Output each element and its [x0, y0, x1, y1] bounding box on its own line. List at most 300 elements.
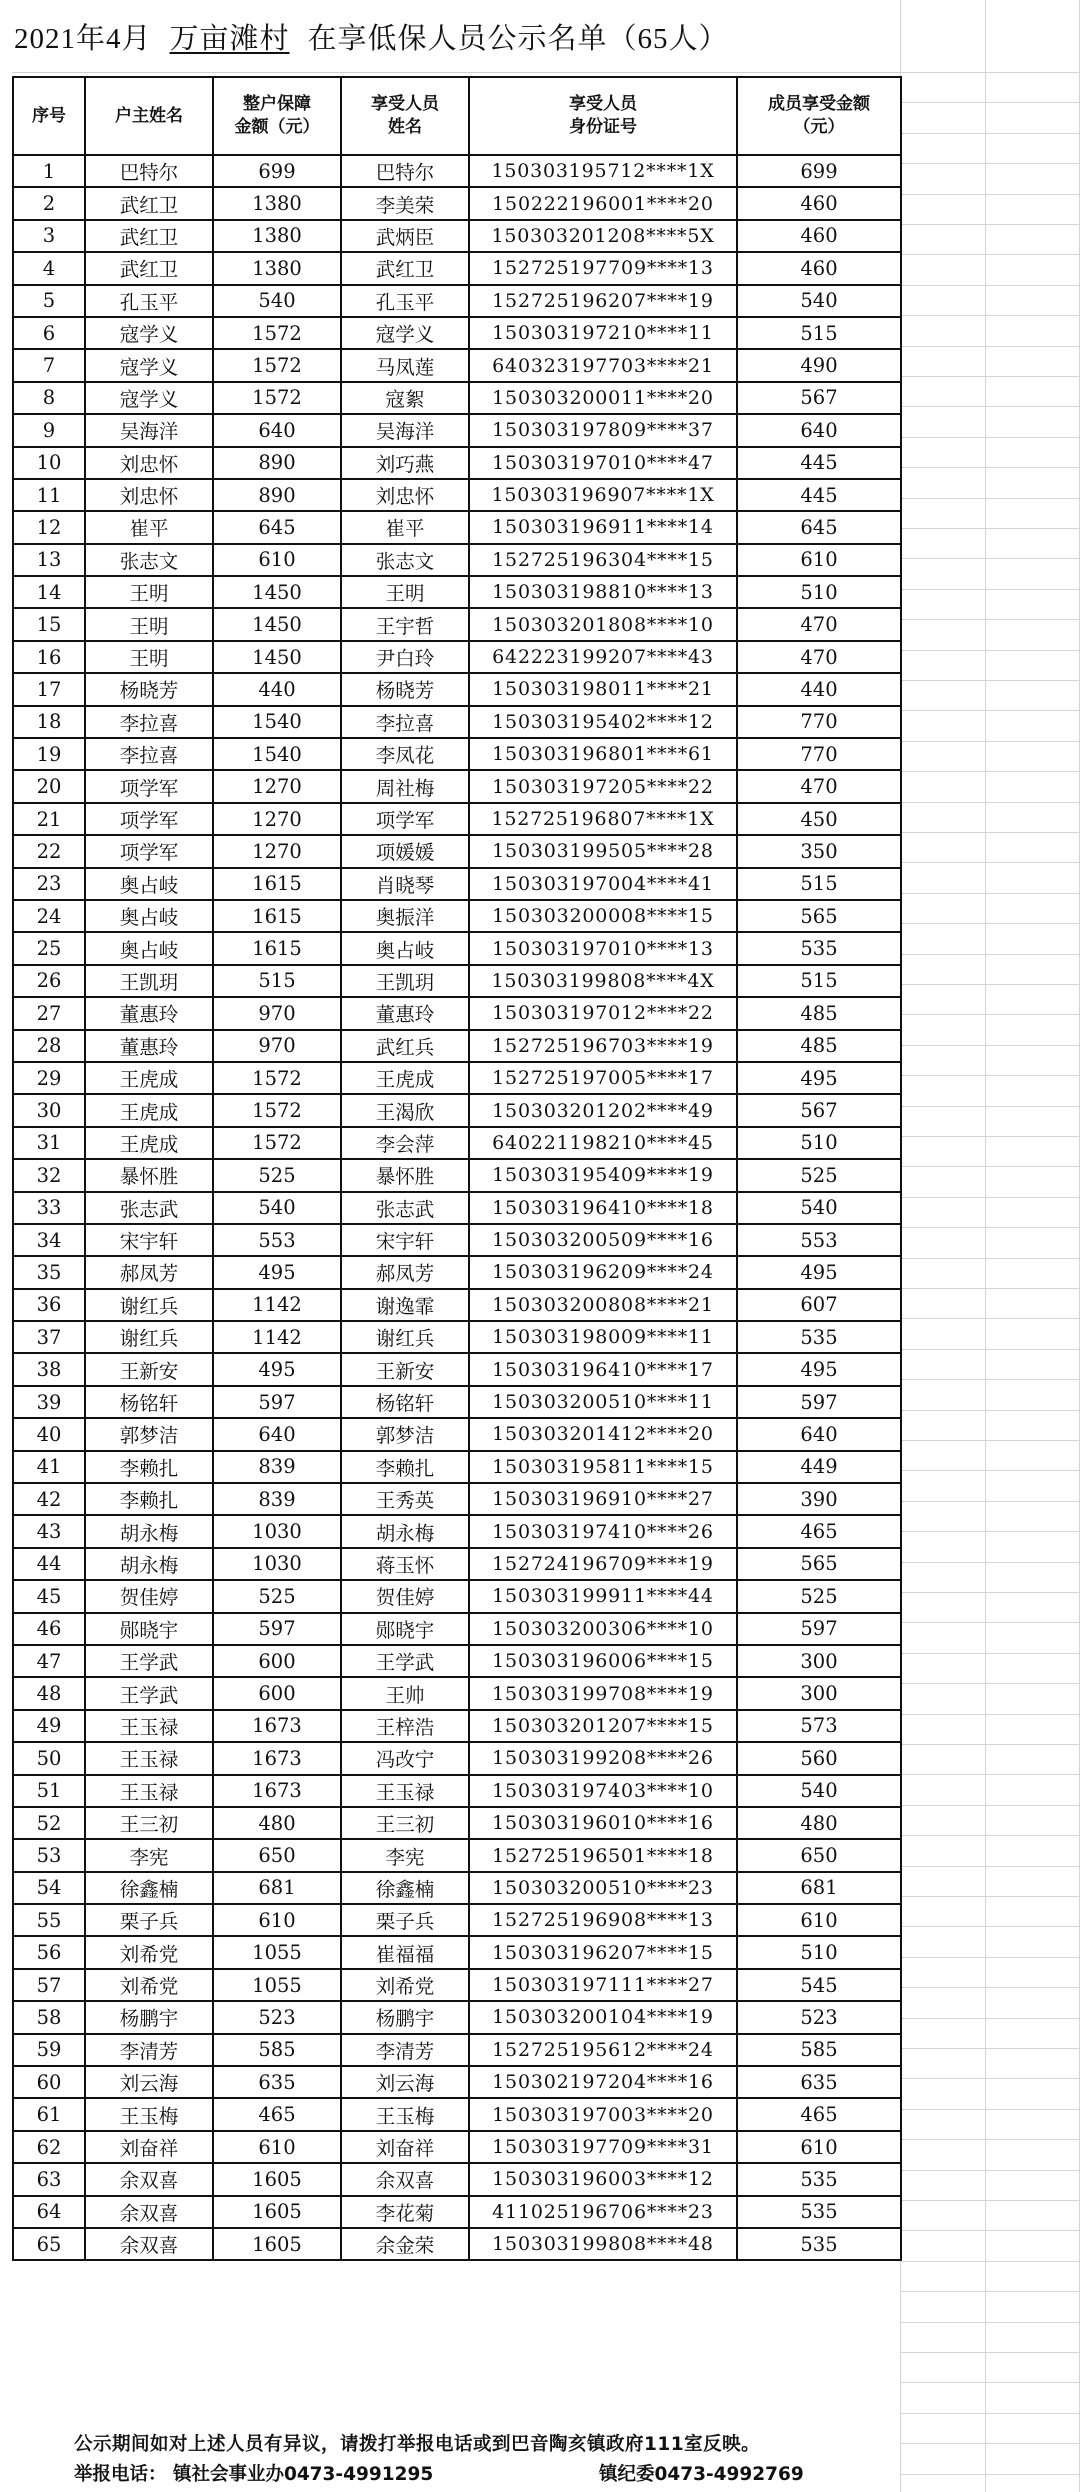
- cell-index: 13: [13, 544, 85, 576]
- cell-household-amount: 681: [213, 1872, 341, 1904]
- grid-hline: [900, 224, 1080, 225]
- cell-household-head: 贺佳婷: [85, 1580, 213, 1612]
- cell-member-amount: 545: [737, 1969, 901, 2001]
- table-row: [13, 1224, 901, 1256]
- cell-recipient-name: 李美荣: [341, 187, 469, 219]
- cell-household-head: 李赖扎: [85, 1451, 213, 1483]
- cell-index: 3: [13, 220, 85, 252]
- cell-recipient-name: 谢红兵: [341, 1321, 469, 1353]
- cell-recipient-id: 150303201208****5X: [469, 220, 737, 252]
- cell-household-head: 董惠玲: [85, 1030, 213, 1062]
- cell-household-head: 项学军: [85, 835, 213, 867]
- header-row: [13, 77, 901, 155]
- cell-recipient-id: 150303197003****20: [469, 2098, 737, 2130]
- grid-hline: [900, 984, 1080, 985]
- grid-hline: [900, 1410, 1080, 1411]
- header-text: 享受人员: [569, 94, 637, 115]
- grid-hline: [900, 2018, 1080, 2019]
- grid-hline: [900, 1379, 1080, 1380]
- cell-recipient-id: 150303200808****21: [469, 1289, 737, 1321]
- cell-recipient-id: 152725197005****17: [469, 1062, 737, 1094]
- grid-hline: [900, 2200, 1080, 2201]
- footer-notice: [12, 2422, 900, 2492]
- cell-member-amount: 770: [737, 738, 901, 770]
- grid-hline: [900, 1136, 1080, 1137]
- grid-hline: [900, 1501, 1080, 1502]
- cell-household-head: 宋宇轩: [85, 1224, 213, 1256]
- cell-household-amount: 495: [213, 1256, 341, 1288]
- cell-index: 65: [13, 2228, 85, 2260]
- cell-member-amount: 515: [737, 965, 901, 997]
- grid-hline: [900, 771, 1080, 772]
- cell-household-head: 郝凤芳: [85, 1256, 213, 1288]
- cell-index: 36: [13, 1289, 85, 1321]
- cell-household-amount: 1450: [213, 576, 341, 608]
- cell-household-amount: 600: [213, 1677, 341, 1709]
- cell-recipient-id: 150303200011****20: [469, 382, 737, 414]
- cell-member-amount: 560: [737, 1742, 901, 1774]
- cell-index: 31: [13, 1127, 85, 1159]
- grid-hline: [900, 467, 1080, 468]
- grid-hline: [900, 1653, 1080, 1654]
- cell-member-amount: 525: [737, 1580, 901, 1612]
- cell-recipient-name: 武红兵: [341, 1030, 469, 1062]
- cell-household-head: 寇学义: [85, 382, 213, 414]
- cell-household-amount: 890: [213, 479, 341, 511]
- header-text: 身份证号: [569, 117, 637, 137]
- cell-recipient-name: 李宪: [341, 1839, 469, 1871]
- cell-household-amount: 1615: [213, 900, 341, 932]
- cell-household-head: 王明: [85, 641, 213, 673]
- hotline-line: [74, 2460, 804, 2486]
- table-row: [13, 2034, 901, 2066]
- cell-household-head: 张志武: [85, 1192, 213, 1224]
- cell-recipient-id: 150303197709****31: [469, 2131, 737, 2163]
- cell-index: 57: [13, 1969, 85, 2001]
- cell-recipient-name: 杨晓芳: [341, 673, 469, 705]
- cell-member-amount: 607: [737, 1289, 901, 1321]
- grid-hline: [900, 1227, 1080, 1228]
- cell-household-amount: 1572: [213, 317, 341, 349]
- page-title: [12, 16, 729, 57]
- cell-recipient-name: 李凤花: [341, 738, 469, 770]
- grid-hline: [900, 376, 1080, 377]
- grid-hline: [900, 498, 1080, 499]
- cell-recipient-id: 150303196010****16: [469, 1807, 737, 1839]
- grid-hline: [900, 133, 1080, 134]
- cell-recipient-id: 152725196703****19: [469, 1030, 737, 1062]
- cell-member-amount: 485: [737, 1030, 901, 1062]
- cell-recipient-id: 152725196807****1X: [469, 803, 737, 835]
- cell-household-head: 李宪: [85, 1839, 213, 1871]
- cell-member-amount: 470: [737, 641, 901, 673]
- table-row: [13, 1904, 901, 1936]
- cell-member-amount: 445: [737, 447, 901, 479]
- cell-index: 20: [13, 770, 85, 802]
- table-row: [13, 932, 901, 964]
- cell-household-amount: 1270: [213, 835, 341, 867]
- cell-household-head: 王学武: [85, 1677, 213, 1709]
- table-row: [13, 252, 901, 284]
- cell-member-amount: 650: [737, 1839, 901, 1871]
- grid-hline: [900, 346, 1080, 347]
- cell-recipient-name: 奥振洋: [341, 900, 469, 932]
- cell-recipient-name: 李清芳: [341, 2034, 469, 2066]
- cell-index: 12: [13, 511, 85, 543]
- cell-index: 47: [13, 1645, 85, 1677]
- grid-hline: [900, 2048, 1080, 2049]
- cell-recipient-name: 马凤莲: [341, 349, 469, 381]
- cell-index: 52: [13, 1807, 85, 1839]
- grid-hline: [900, 1197, 1080, 1198]
- table-row: [13, 285, 901, 317]
- cell-household-amount: 1572: [213, 349, 341, 381]
- cell-household-head: 武红卫: [85, 187, 213, 219]
- cell-household-head: 王玉禄: [85, 1742, 213, 1774]
- grid-hline: [900, 1075, 1080, 1076]
- cell-household-head: 余双喜: [85, 2163, 213, 2195]
- cell-recipient-name: 李花菊: [341, 2196, 469, 2228]
- cell-household-head: 孔玉平: [85, 285, 213, 317]
- cell-recipient-id: 150303196209****24: [469, 1256, 737, 1288]
- cell-household-amount: 1380: [213, 252, 341, 284]
- table-row: [13, 1936, 901, 1968]
- cell-household-amount: 525: [213, 1159, 341, 1191]
- cell-member-amount: 567: [737, 382, 901, 414]
- table-row: [13, 1094, 901, 1126]
- cell-recipient-name: 宋宇轩: [341, 1224, 469, 1256]
- table-row: [13, 1807, 901, 1839]
- cell-recipient-name: 王宇哲: [341, 608, 469, 640]
- table-row: [13, 1677, 901, 1709]
- cell-recipient-id: 150303196907****1X: [469, 479, 737, 511]
- grid-hline: [900, 893, 1080, 894]
- cell-household-amount: 890: [213, 447, 341, 479]
- grid-hline: [900, 1106, 1080, 1107]
- grid-hline: [900, 406, 1080, 407]
- cell-recipient-id: 150303197012****22: [469, 997, 737, 1029]
- cell-member-amount: 460: [737, 220, 901, 252]
- grid-hline: [900, 1622, 1080, 1623]
- grid-hline: [900, 1562, 1080, 1563]
- cell-recipient-id: 150303197010****13: [469, 932, 737, 964]
- cell-household-amount: 540: [213, 285, 341, 317]
- table-row: [13, 641, 901, 673]
- header-household-amount: [213, 77, 341, 155]
- table-row: [13, 1515, 901, 1547]
- cell-recipient-id: 411025196706****23: [469, 2196, 737, 2228]
- cell-household-amount: 515: [213, 965, 341, 997]
- cell-recipient-id: 150303196410****18: [469, 1192, 737, 1224]
- grid-hline: [900, 163, 1080, 164]
- cell-member-amount: 565: [737, 1548, 901, 1580]
- cell-household-head: 王玉禄: [85, 1775, 213, 1807]
- cell-household-amount: 597: [213, 1386, 341, 1418]
- cell-household-head: 项学军: [85, 770, 213, 802]
- cell-index: 62: [13, 2131, 85, 2163]
- cell-index: 64: [13, 2196, 85, 2228]
- header-text: 户主姓名: [115, 105, 183, 126]
- grid-hline: [900, 650, 1080, 651]
- header-text: 享受人员: [371, 94, 439, 115]
- cell-member-amount: 390: [737, 1483, 901, 1515]
- table-row: [13, 770, 901, 802]
- cell-household-head: 王虎成: [85, 1127, 213, 1159]
- grid-hline: [900, 2261, 1080, 2262]
- cell-household-amount: 1615: [213, 932, 341, 964]
- cell-recipient-id: 150303200104****19: [469, 2001, 737, 2033]
- table-row: [13, 414, 901, 446]
- grid-hline: [900, 1349, 1080, 1350]
- cell-recipient-name: 李拉喜: [341, 706, 469, 738]
- cell-recipient-name: 王学武: [341, 1645, 469, 1677]
- cell-index: 26: [13, 965, 85, 997]
- cell-recipient-name: 刘奋祥: [341, 2131, 469, 2163]
- header-household-head: [85, 77, 213, 155]
- cell-recipient-name: 王虎成: [341, 1062, 469, 1094]
- cell-household-head: 王学武: [85, 1645, 213, 1677]
- cell-recipient-id: 150303196003****12: [469, 2163, 737, 2195]
- grid-hline: [900, 2474, 1080, 2475]
- cell-recipient-name: 张志文: [341, 544, 469, 576]
- cell-index: 40: [13, 1418, 85, 1450]
- cell-recipient-id: 150303197205****22: [469, 770, 737, 802]
- cell-household-amount: 1142: [213, 1289, 341, 1321]
- table-row: [13, 479, 901, 511]
- cell-member-amount: 515: [737, 868, 901, 900]
- cell-member-amount: 597: [737, 1386, 901, 1418]
- grid-hline: [900, 528, 1080, 529]
- header-text: 整户保障: [243, 94, 311, 115]
- cell-recipient-id: 150303196911****14: [469, 511, 737, 543]
- cell-member-amount: 470: [737, 608, 901, 640]
- cell-recipient-name: 郭梦洁: [341, 1418, 469, 1450]
- table-row: [13, 1062, 901, 1094]
- cell-recipient-name: 徐鑫楠: [341, 1872, 469, 1904]
- cell-household-amount: 610: [213, 544, 341, 576]
- cell-household-amount: 1540: [213, 738, 341, 770]
- cell-recipient-name: 郝凤芳: [341, 1256, 469, 1288]
- table-row: [13, 1645, 901, 1677]
- cell-member-amount: 540: [737, 1775, 901, 1807]
- grid-hline: [900, 1014, 1080, 1015]
- cell-household-amount: 1605: [213, 2228, 341, 2260]
- cell-recipient-id: 150303195409****19: [469, 1159, 737, 1191]
- cell-recipient-id: 150303200306****10: [469, 1613, 737, 1645]
- cell-member-amount: 480: [737, 1807, 901, 1839]
- grid-hline: [900, 862, 1080, 863]
- header-text: 金额（元）: [234, 117, 320, 137]
- cell-member-amount: 597: [737, 1613, 901, 1645]
- cell-recipient-name: 奥占岐: [341, 932, 469, 964]
- table-row: [13, 1969, 901, 2001]
- cell-recipient-name: 巴特尔: [341, 155, 469, 187]
- cell-household-head: 寇学义: [85, 317, 213, 349]
- cell-index: 28: [13, 1030, 85, 1062]
- cell-recipient-name: 余双喜: [341, 2163, 469, 2195]
- table-row: [13, 1580, 901, 1612]
- cell-household-head: 寇学义: [85, 349, 213, 381]
- cell-recipient-id: 150303201808****10: [469, 608, 737, 640]
- cell-household-head: 郭梦洁: [85, 1418, 213, 1450]
- grid-hline: [900, 1683, 1080, 1684]
- objection-notice: 公示期间如对上述人员有异议，请拨打举报电话或到巴音陶亥镇政府111室反映。: [74, 2434, 761, 2455]
- table-row: [13, 447, 901, 479]
- table-row: [13, 1386, 901, 1418]
- cell-index: 5: [13, 285, 85, 317]
- cell-household-amount: 640: [213, 414, 341, 446]
- cell-recipient-id: 150303195811****15: [469, 1451, 737, 1483]
- cell-member-amount: 565: [737, 900, 901, 932]
- cell-household-amount: 1270: [213, 803, 341, 835]
- cell-member-amount: 610: [737, 2131, 901, 2163]
- grid-hline: [900, 1166, 1080, 1167]
- cell-recipient-name: 李赖扎: [341, 1451, 469, 1483]
- grid-hline: [900, 2413, 1080, 2414]
- title-village: 万亩滩村: [169, 22, 290, 55]
- cell-recipient-name: 武红卫: [341, 252, 469, 284]
- cell-recipient-id: 640323197703****21: [469, 349, 737, 381]
- cell-recipient-id: 152725195612****24: [469, 2034, 737, 2066]
- cell-household-head: 余双喜: [85, 2196, 213, 2228]
- table-row: [13, 997, 901, 1029]
- cell-household-amount: 523: [213, 2001, 341, 2033]
- cell-recipient-id: 150303201207****15: [469, 1710, 737, 1742]
- title-date: 2021年4月: [14, 22, 152, 55]
- grid-hline: [900, 194, 1080, 195]
- grid-hline: [900, 2078, 1080, 2079]
- table-row: [13, 2228, 901, 2260]
- grid-hline: [900, 1258, 1080, 1259]
- cell-recipient-id: 152725196501****18: [469, 1839, 737, 1871]
- table-row: [13, 511, 901, 543]
- cell-household-amount: 1615: [213, 868, 341, 900]
- cell-recipient-name: 孔玉平: [341, 285, 469, 317]
- grid-hline: [900, 558, 1080, 559]
- cell-household-amount: 465: [213, 2098, 341, 2130]
- cell-member-amount: 460: [737, 187, 901, 219]
- grid-hline: [900, 2382, 1080, 2383]
- table-row: [13, 1256, 901, 1288]
- cell-household-head: 刘忠怀: [85, 479, 213, 511]
- cell-recipient-name: 王梓浩: [341, 1710, 469, 1742]
- cell-household-amount: 1450: [213, 641, 341, 673]
- cell-member-amount: 573: [737, 1710, 901, 1742]
- cell-member-amount: 495: [737, 1353, 901, 1385]
- hotline-social-affairs: 举报电话： 镇社会事业办0473-4991295: [74, 2464, 434, 2485]
- cell-recipient-name: 暴怀胜: [341, 1159, 469, 1191]
- cell-household-amount: 610: [213, 2131, 341, 2163]
- cell-member-amount: 610: [737, 544, 901, 576]
- cell-member-amount: 300: [737, 1645, 901, 1677]
- cell-recipient-id: 150303199208****26: [469, 1742, 737, 1774]
- grid-hline: [900, 923, 1080, 924]
- cell-member-amount: 515: [737, 317, 901, 349]
- cell-index: 34: [13, 1224, 85, 1256]
- cell-household-head: 王虎成: [85, 1062, 213, 1094]
- cell-recipient-name: 周社梅: [341, 770, 469, 802]
- cell-recipient-name: 王明: [341, 576, 469, 608]
- cell-index: 25: [13, 932, 85, 964]
- cell-household-head: 项学军: [85, 803, 213, 835]
- cell-index: 27: [13, 997, 85, 1029]
- cell-recipient-name: 蒋玉怀: [341, 1548, 469, 1580]
- table-row: [13, 2066, 901, 2098]
- cell-member-amount: 465: [737, 1515, 901, 1547]
- cell-index: 17: [13, 673, 85, 705]
- cell-member-amount: 540: [737, 1192, 901, 1224]
- cell-index: 10: [13, 447, 85, 479]
- cell-member-amount: 510: [737, 1127, 901, 1159]
- table-row: [13, 317, 901, 349]
- cell-member-amount: 450: [737, 803, 901, 835]
- cell-household-head: 栗子兵: [85, 1904, 213, 1936]
- table-row: [13, 835, 901, 867]
- table-row: [13, 187, 901, 219]
- cell-recipient-name: 吴海洋: [341, 414, 469, 446]
- cell-recipient-name: 刘忠怀: [341, 479, 469, 511]
- table-header: [13, 77, 901, 155]
- grid-hline: [900, 680, 1080, 681]
- grid-hline: [900, 285, 1080, 286]
- cell-index: 56: [13, 1936, 85, 1968]
- cell-recipient-name: 王帅: [341, 1677, 469, 1709]
- cell-index: 54: [13, 1872, 85, 1904]
- cell-household-head: 王三初: [85, 1807, 213, 1839]
- cell-index: 60: [13, 2066, 85, 2098]
- cell-member-amount: 523: [737, 2001, 901, 2033]
- grid-hline: [900, 1987, 1080, 1988]
- cell-recipient-id: 150303201202****49: [469, 1094, 737, 1126]
- cell-index: 61: [13, 2098, 85, 2130]
- cell-recipient-name: 余金荣: [341, 2228, 469, 2260]
- cell-recipient-name: 刘云海: [341, 2066, 469, 2098]
- cell-recipient-name: 王新安: [341, 1353, 469, 1385]
- table-row: [13, 576, 901, 608]
- cell-household-amount: 1540: [213, 706, 341, 738]
- cell-household-amount: 480: [213, 1807, 341, 1839]
- cell-recipient-id: 152725196304****15: [469, 544, 737, 576]
- cell-household-head: 吴海洋: [85, 414, 213, 446]
- cell-household-head: 奥占岐: [85, 868, 213, 900]
- cell-household-head: 崔平: [85, 511, 213, 543]
- grid-hline: [900, 2322, 1080, 2323]
- cell-household-amount: 600: [213, 1645, 341, 1677]
- cell-recipient-id: 150303196410****17: [469, 1353, 737, 1385]
- cell-household-amount: 1055: [213, 1936, 341, 1968]
- cell-recipient-name: 贺佳婷: [341, 1580, 469, 1612]
- cell-index: 1: [13, 155, 85, 187]
- cell-household-amount: 1605: [213, 2196, 341, 2228]
- grid-hline: [900, 2109, 1080, 2110]
- cell-household-head: 刘希党: [85, 1969, 213, 2001]
- cell-recipient-id: 150303197210****11: [469, 317, 737, 349]
- cell-recipient-id: 150303199808****4X: [469, 965, 737, 997]
- cell-recipient-id: 150303197010****47: [469, 447, 737, 479]
- cell-recipient-id: 150303195402****12: [469, 706, 737, 738]
- cell-index: 44: [13, 1548, 85, 1580]
- grid-hline: [900, 589, 1080, 590]
- cell-member-amount: 540: [737, 285, 901, 317]
- header-text: 序号: [32, 105, 66, 126]
- cell-index: 42: [13, 1483, 85, 1515]
- cell-member-amount: 699: [737, 155, 901, 187]
- cell-recipient-name: 王玉禄: [341, 1775, 469, 1807]
- grid-hline: [900, 1531, 1080, 1532]
- cell-recipient-id: 150303198009****11: [469, 1321, 737, 1353]
- cell-member-amount: 610: [737, 1904, 901, 1936]
- grid-hline: [900, 2170, 1080, 2171]
